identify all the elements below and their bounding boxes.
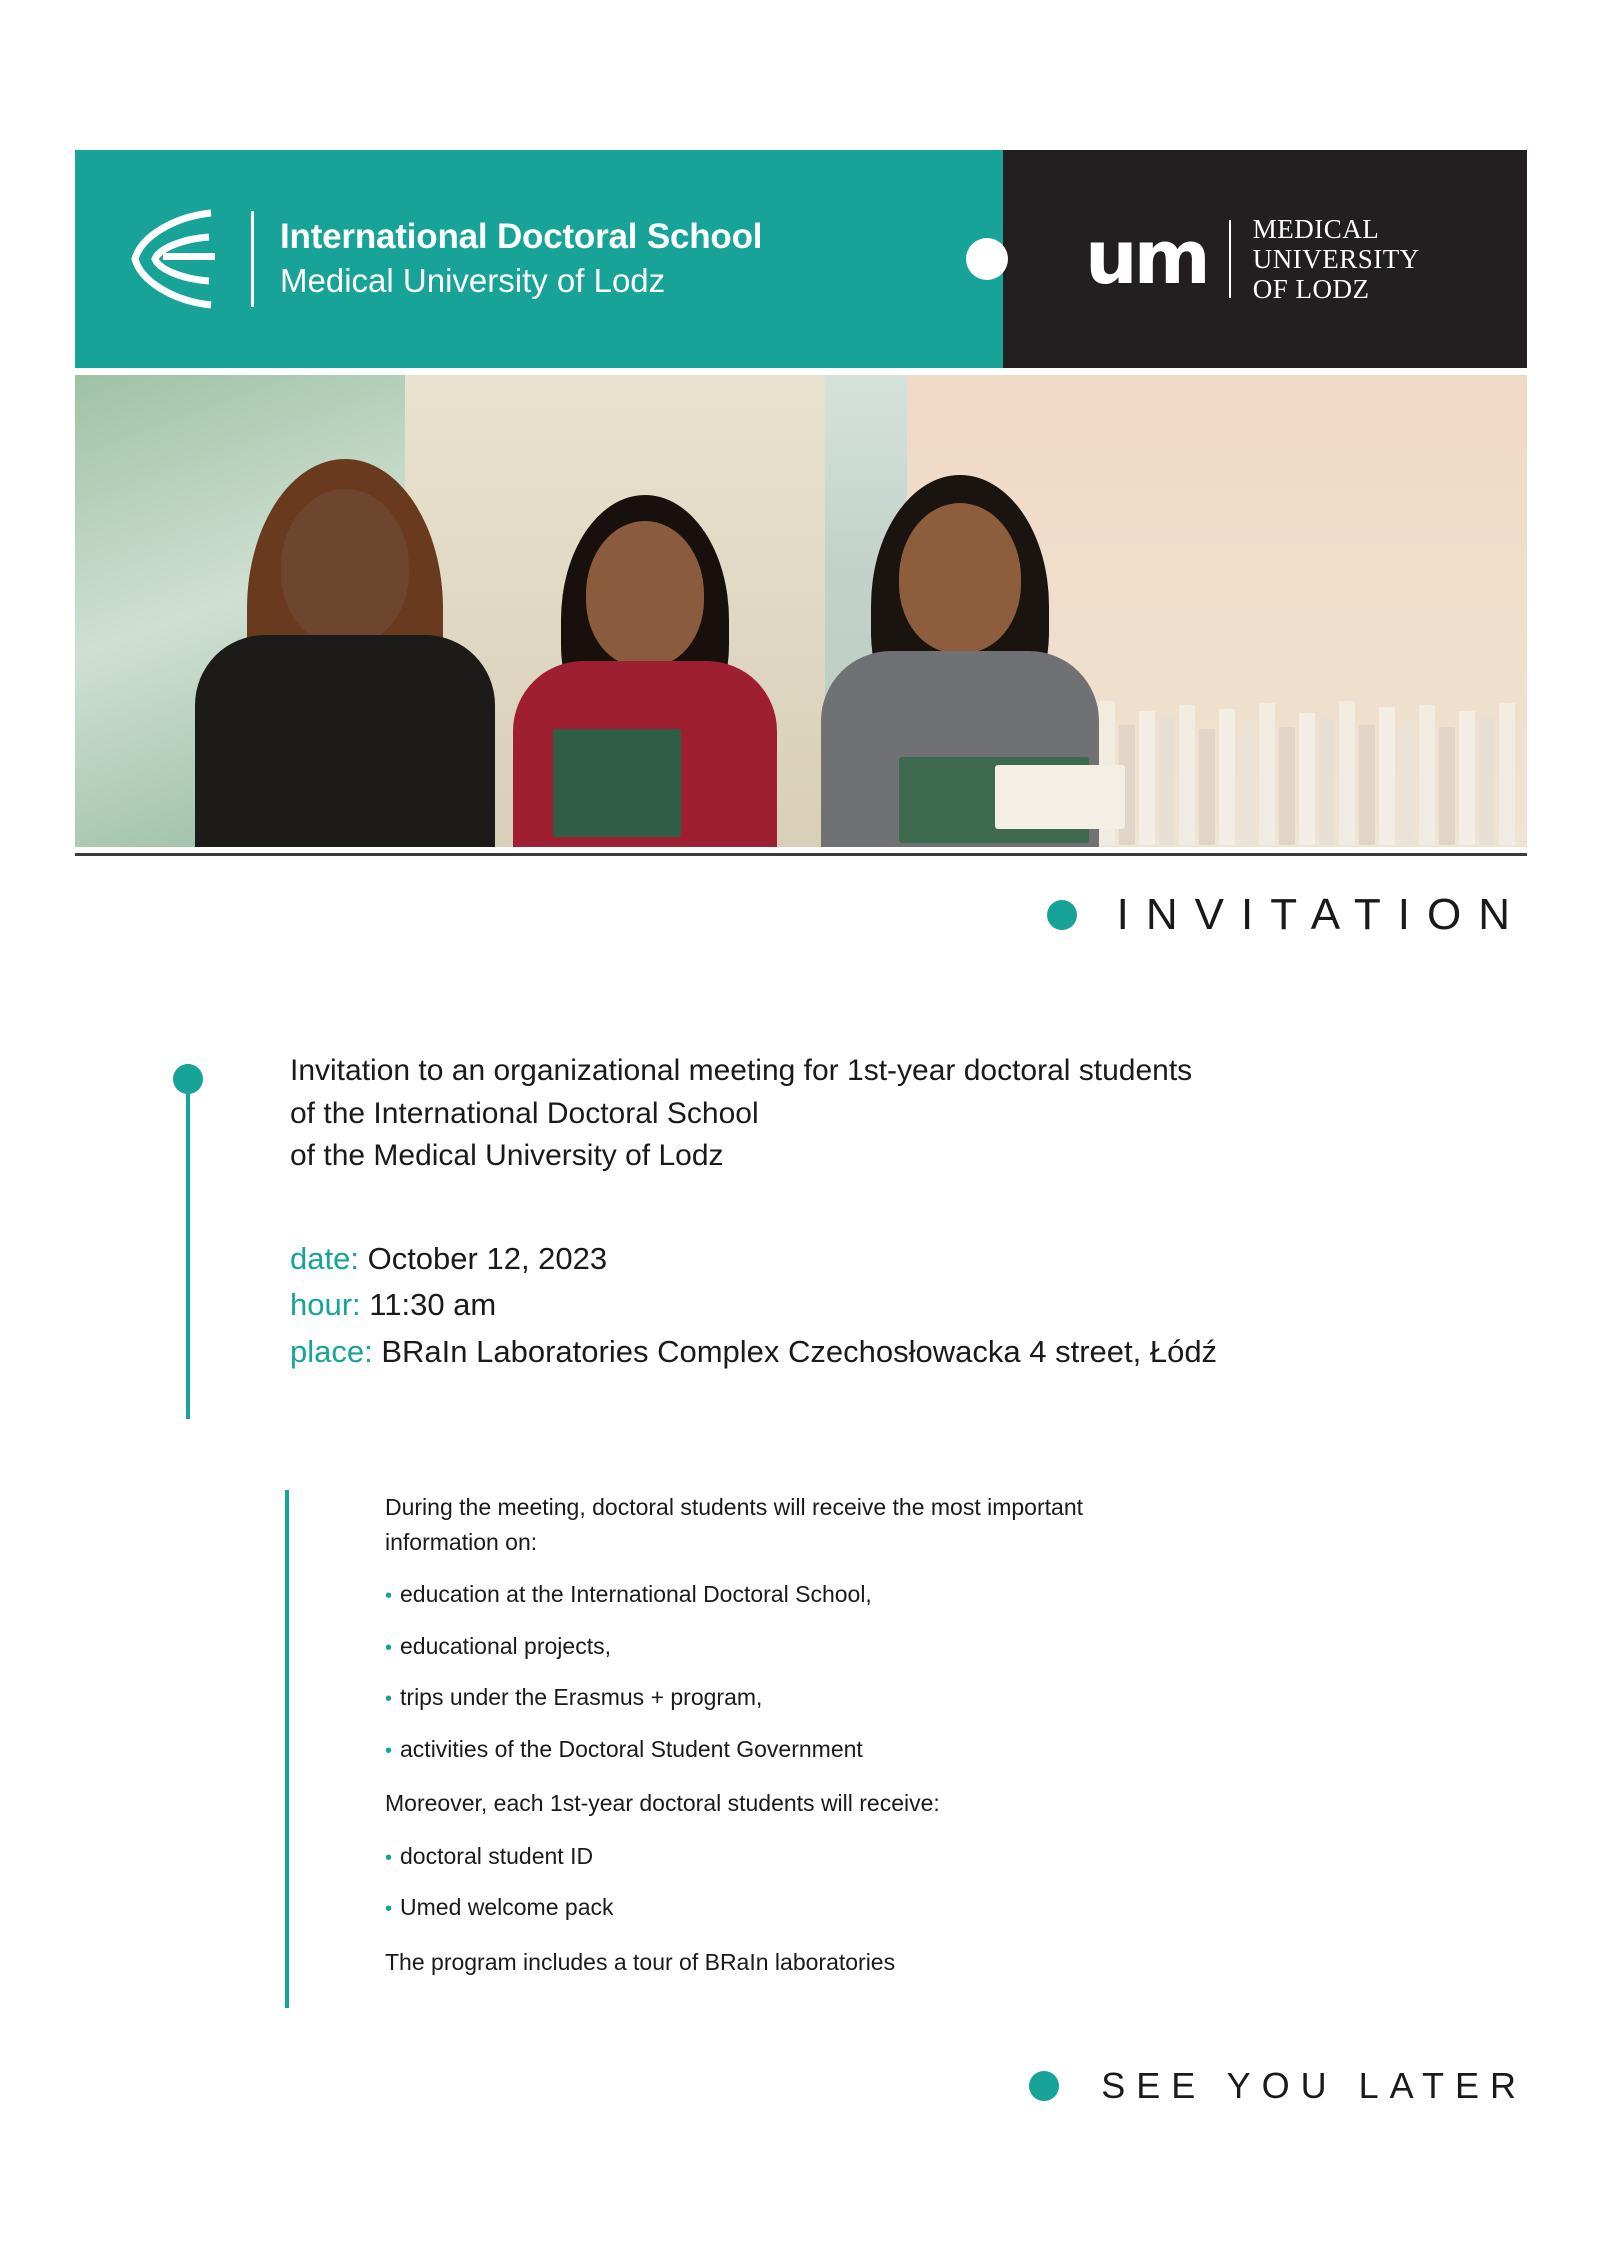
program-intro-line-1: During the meeting, doctoral students will receive the most important [385, 1494, 1083, 1520]
header-title-group [280, 217, 762, 301]
bullet-icon: • [385, 1846, 393, 1869]
list-item-label: educational projects, [400, 1632, 611, 1659]
lead-line-2: of the International Doctoral School [290, 1096, 759, 1130]
header-title-main: International Doctoral School [280, 217, 763, 257]
photo-person-3 [795, 475, 1125, 847]
event-hour-value: 11:30 am [369, 1287, 497, 1323]
photo-person-1 [180, 455, 510, 847]
invitation-bullet-icon [1047, 900, 1077, 930]
list-item-label: activities of the Doctoral Student Government [400, 1735, 863, 1762]
event-facts [290, 1236, 1526, 1376]
event-hour-label: hour: [290, 1287, 361, 1323]
bullet-icon: • [385, 1739, 393, 1762]
event-date-row [290, 1236, 1526, 1283]
event-place-row [290, 1329, 1526, 1376]
list-item [385, 1839, 1485, 1874]
program-rail [285, 1490, 289, 2008]
program-section [285, 1490, 1485, 1997]
event-hour-row [290, 1282, 1526, 1329]
event-date-label: date: [290, 1240, 359, 1276]
lead-line-1: Invitation to an organizational meeting for 1st-year doctoral students [290, 1054, 1193, 1087]
bullet-icon: • [385, 1585, 393, 1607]
bullet-icon: • [385, 1636, 393, 1659]
program-topics-list [385, 1577, 1485, 1766]
footer-text: SEE YOU LATER [1101, 2065, 1527, 2106]
program-receive-list [385, 1839, 1485, 1925]
list-item [385, 1577, 1485, 1612]
list-item [385, 1680, 1485, 1715]
header-left-panel [75, 150, 1003, 368]
header-right-panel [1003, 150, 1527, 368]
invitation-heading: INVITATION [1116, 890, 1527, 939]
header-photo [75, 375, 1527, 847]
program-intro-line-2: information on: [385, 1528, 538, 1555]
list-item [385, 1890, 1485, 1925]
invitation-lead-paragraph [290, 1050, 1526, 1178]
list-item [385, 1732, 1485, 1767]
poster-header [75, 150, 1527, 368]
program-intro [385, 1490, 1485, 1559]
program-closing: The program includes a tour of BRaIn laboratories [385, 1948, 896, 1975]
details-section [186, 1050, 1526, 1375]
header-title-sub: Medical University of Lodz [280, 262, 666, 300]
program-body [385, 1490, 1485, 1979]
lead-line-3: of the Medical University of Lodz [290, 1139, 724, 1173]
details-rail [186, 1064, 190, 1419]
event-place-value: BRaIn Laboratories Complex Czechosłowacka 4 street, Łódź [381, 1333, 1218, 1369]
um-logo-divider [1229, 220, 1231, 298]
program-moreover: Moreover, each 1st-year doctoral students will receive: [385, 1790, 940, 1816]
list-item-label: Umed welcome pack [400, 1894, 614, 1920]
um-mark-icon: um [1085, 215, 1207, 302]
list-item-label: trips under the Erasmus + program, [400, 1684, 763, 1710]
header-divider [251, 211, 254, 307]
list-item-label: doctoral student ID [400, 1842, 594, 1869]
footer-row [0, 2065, 1527, 2107]
um-line-1: MEDICAL [1252, 213, 1380, 244]
details-rail-dot-icon [173, 1064, 203, 1094]
list-item-label: education at the International Doctoral School, [400, 1581, 872, 1607]
photo-underline [75, 853, 1527, 856]
bullet-icon: • [385, 1688, 393, 1710]
photo-person-2 [495, 495, 795, 847]
event-place-label: place: [290, 1333, 373, 1369]
um-line-3: OF LODZ [1252, 274, 1370, 305]
bullet-icon: • [385, 1898, 393, 1920]
list-item [385, 1629, 1485, 1664]
um-logo [1085, 214, 1420, 305]
details-body [290, 1050, 1526, 1375]
um-logo-text [1253, 214, 1420, 305]
invitation-heading-row [0, 890, 1527, 940]
um-line-2: UNIVERSITY [1252, 243, 1420, 274]
header-connector-dot [966, 238, 1008, 280]
footer-bullet-icon [1029, 2071, 1059, 2101]
event-date-value: October 12, 2023 [367, 1240, 608, 1276]
ids-monogram-icon [123, 207, 223, 311]
